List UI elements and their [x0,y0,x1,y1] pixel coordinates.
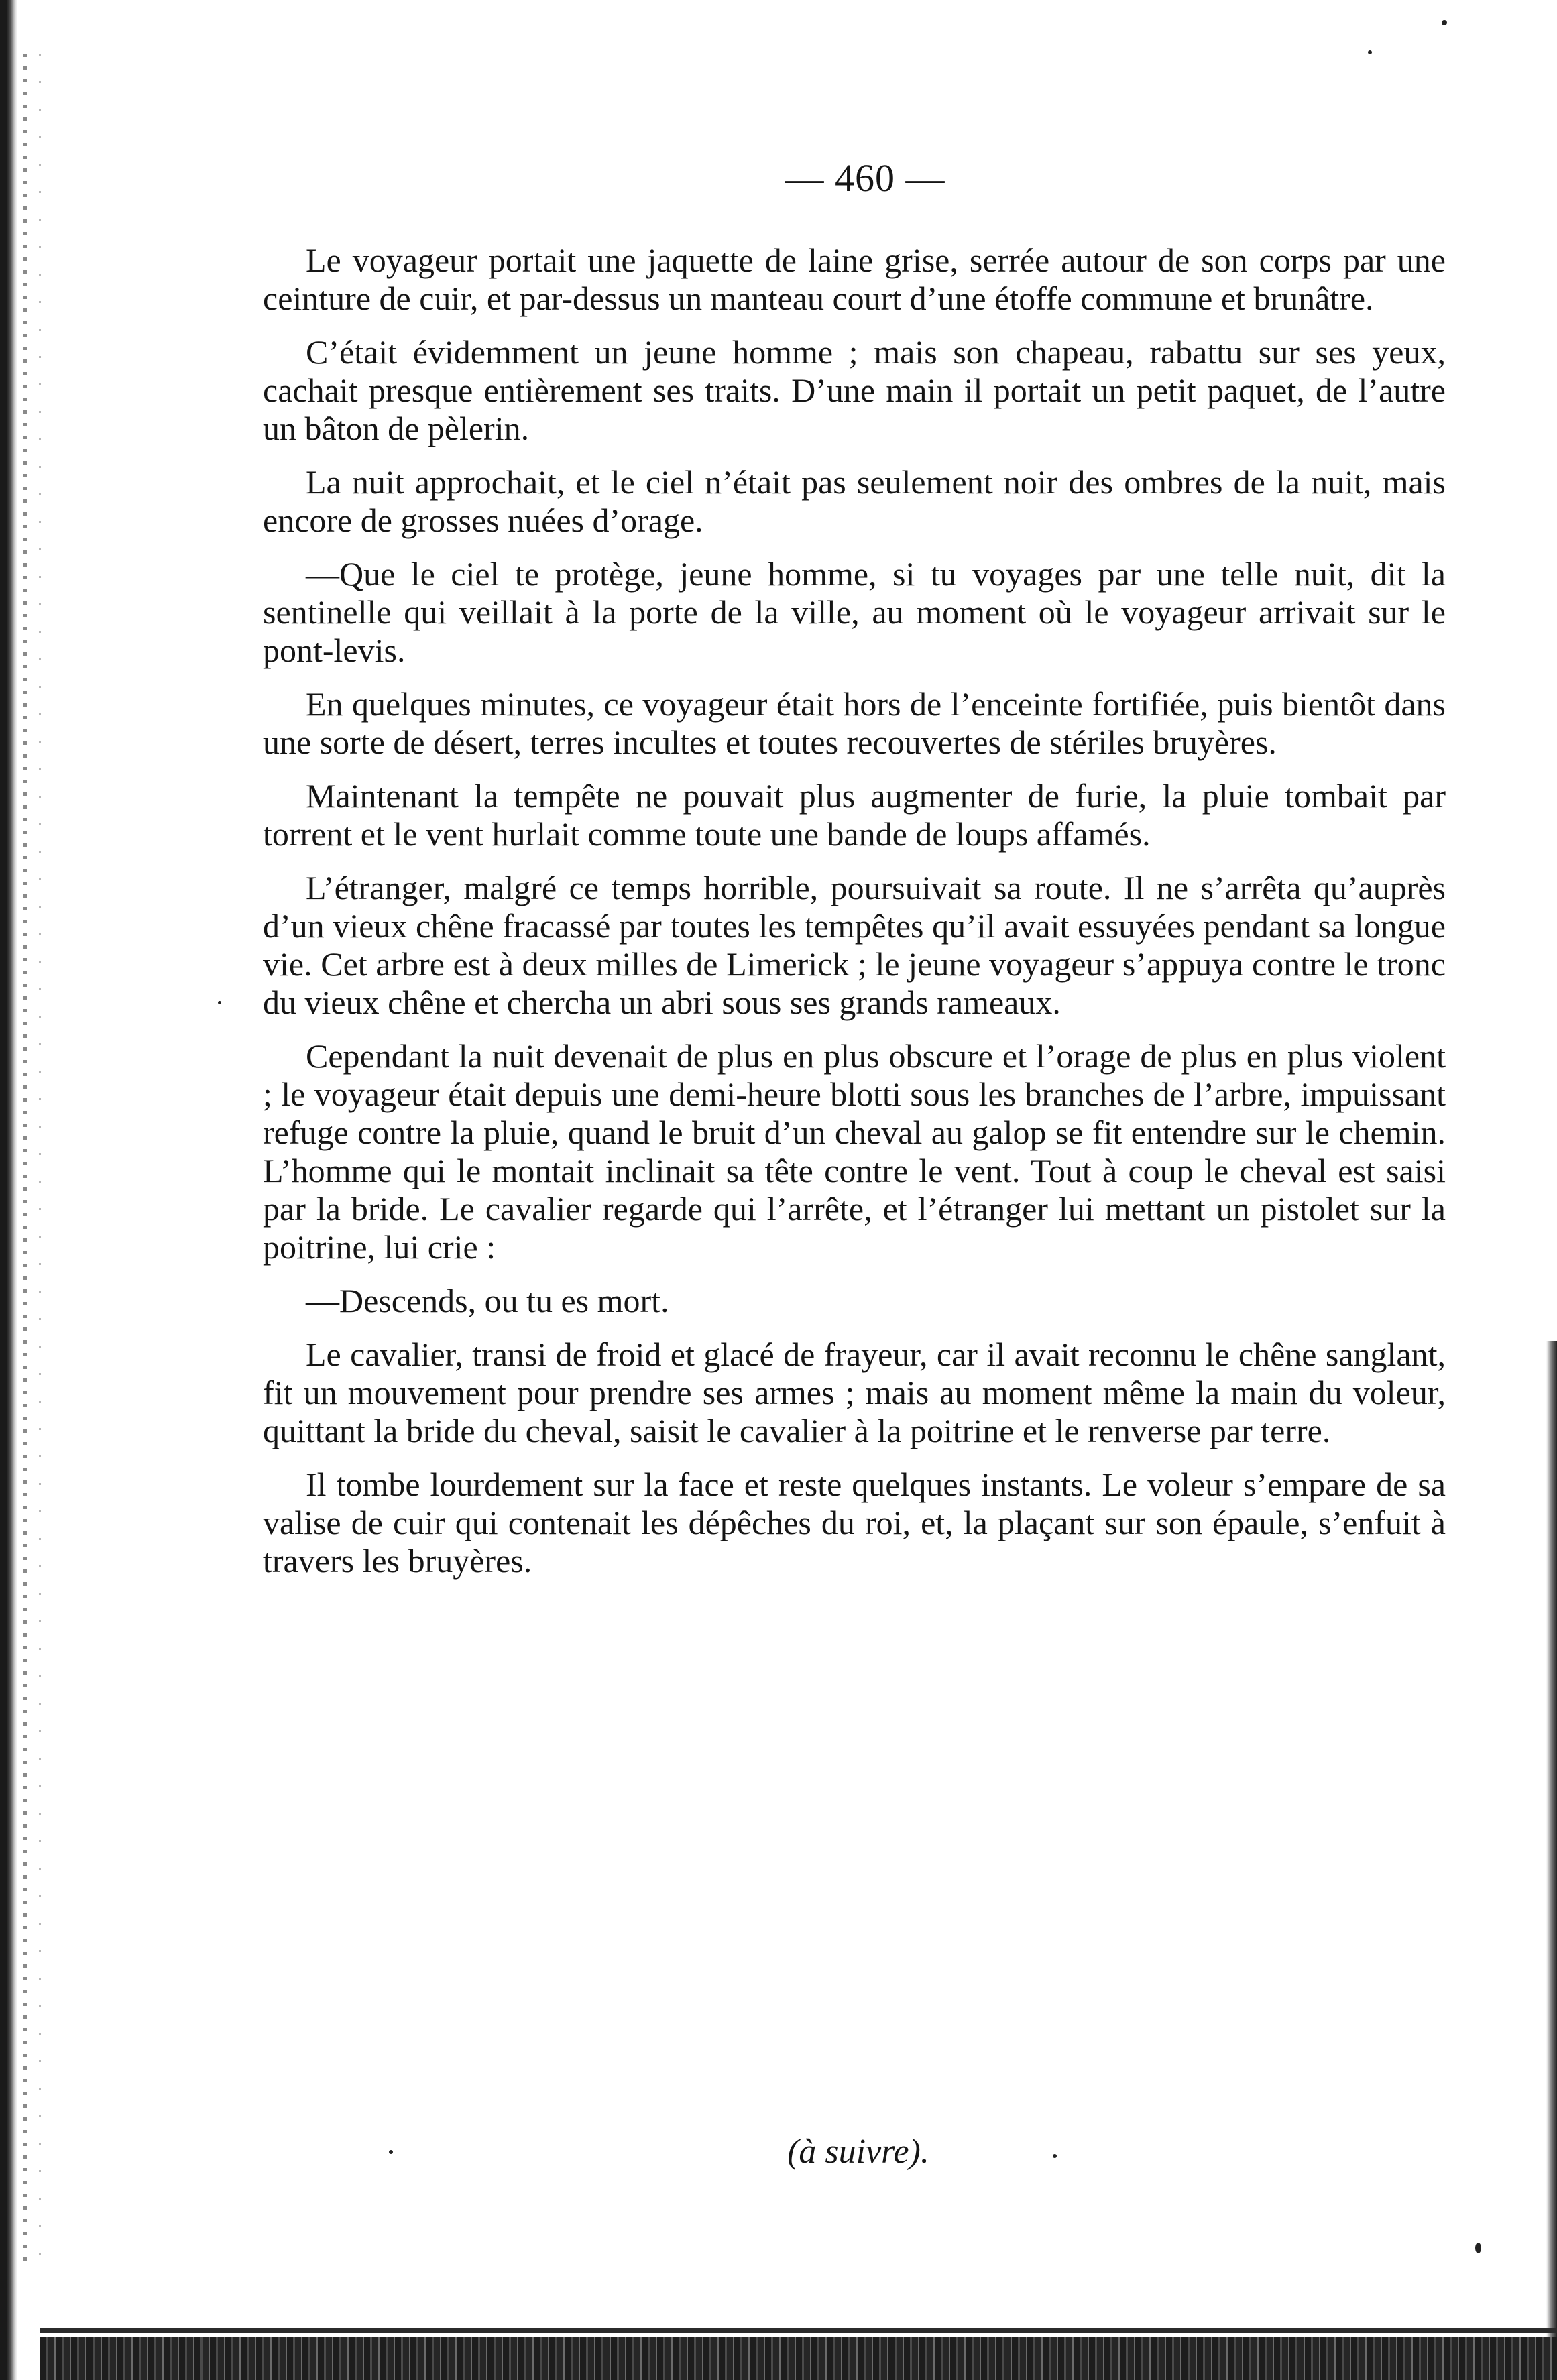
paragraph: Le voyageur portait une jaquette de laine grise, serrée autour de son corps par une ceinture de cuir, et par-dessus un manteau court d’une étoffe commune et brunâtre. [263,241,1446,317]
paragraph: Le cavalier, transi de froid et glacé de frayeur, car il avait reconnu le chêne sanglant, fit un mouvement pour prendre ses armes ; mais au moment même la main du voleur, quittant la bride du cheval, saisit le cavalier à la poitrine et le renverse par terre. [263,1335,1446,1449]
to-be-continued: (à suivre). [787,2133,929,2171]
paragraph: Il tombe lourdement sur la face et reste quelques instants. Le voleur s’empare de sa valise de cuir qui contenait les dépêches du roi, et, la plaçant sur son épaule, s’enfuit à travers les bruyères. [263,1466,1446,1580]
paragraph: La nuit approchait, et le ciel n’était pas seulement noir des ombres de la nuit, mais encore de grosses nuées d’orage. [263,463,1446,539]
binding-edge [0,0,17,2380]
scan-speck [1475,2243,1481,2253]
scan-speck [218,1001,221,1004]
paragraph: Cependant la nuit devenait de plus en plus obscure et l’orage de plus en plus violent ; le voyageur était depuis une demi-heure blotti sous les branches de l’arbre, impuissant refuge contre la pluie, quand le bruit d’un cheval au galop se fit entendre sur le chemin. L’homme qui le montait inclinait sa tête contre le vent. Tout à coup le cheval est saisi par la bride. Le cavalier regarde qui l’arrête, et l’étranger lui mettant un pistolet sur la poitrine, lui crie : [263,1037,1446,1266]
body-text [263,241,1446,1596]
binding-stitch-marks-faint [39,54,41,2266]
binding-stitch-marks [23,54,27,2266]
scan-speck [1053,2154,1057,2158]
paragraph: —Que le ciel te protège, jeune homme, si tu voyages par une telle nuit, dit la sentinelle qui veillait à la porte de la ville, au moment où le voyageur arrivait sur le pont-levis. [263,555,1446,669]
right-page-edge [1546,1341,1557,2380]
paragraph: En quelques minutes, ce voyageur était hors de l’enceinte fortifiée, puis bientôt dans une sorte de désert, terres incultes et toutes recouvertes de stériles bruyères. [263,685,1446,761]
bottom-edge-line [40,2328,1557,2333]
paragraph: C’était évidemment un jeune homme ; mais son chapeau, rabattu sur ses yeux, cachait presque entièrement ses traits. D’une main il portait un petit paquet, de l’autre un bâton de pèlerin. [263,333,1446,447]
paragraph: Maintenant la tempête ne pouvait plus augmenter de furie, la pluie tombait par torrent et le vent hurlait comme toute une bande de loups affamés. [263,777,1446,853]
scan-speck [389,2150,393,2154]
scan-speck [1368,50,1372,54]
scan-speck [1442,20,1447,25]
page-number: — 460 — [785,156,945,200]
bottom-page-edge [40,2337,1557,2380]
paragraph: —Descends, ou tu es mort. [306,1282,669,1319]
paragraph: L’étranger, malgré ce temps horrible, poursuivait sa route. Il ne s’arrêta qu’auprès d’un vieux chêne fracassé par toutes les tempêtes qu’il avait essuyées pendant sa longue vie. Cet arbre est à deux milles de Limerick ; le jeune voyageur s’appuya contre le tronc du vieux chêne et chercha un abri sous ses grands rameaux. [263,869,1446,1021]
